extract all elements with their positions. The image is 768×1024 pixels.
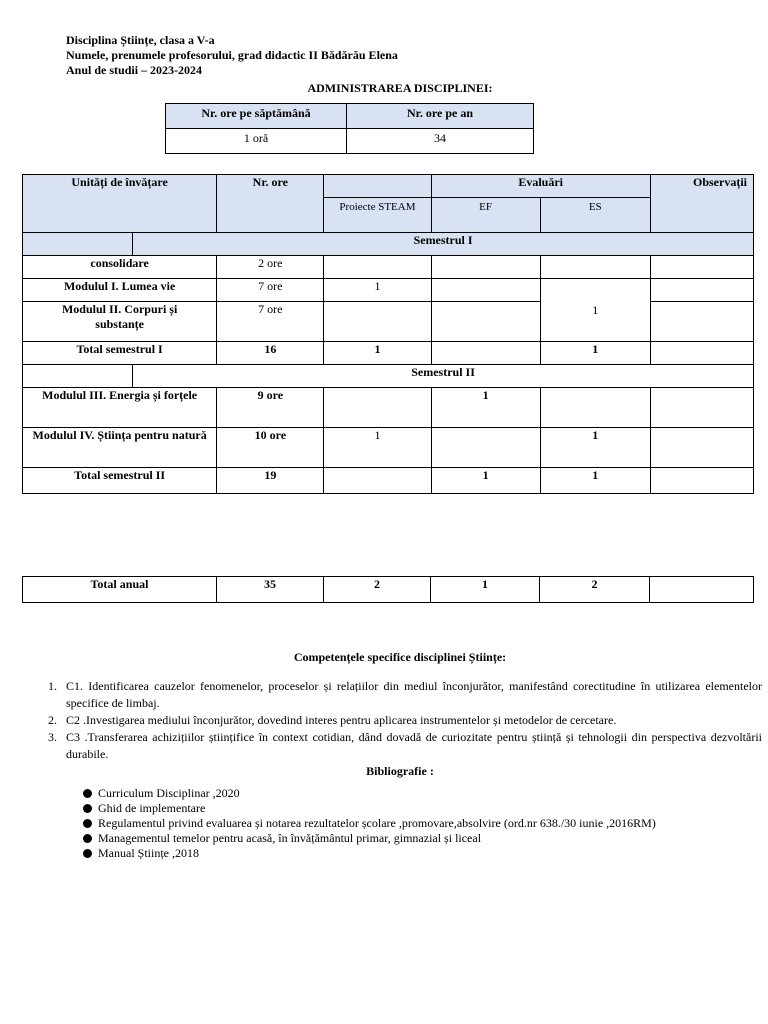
document-header xyxy=(66,33,398,78)
list-item xyxy=(48,712,762,729)
es-cell: 1 xyxy=(540,468,650,494)
steam-cell: 1 xyxy=(324,428,431,468)
total-hours: 35 xyxy=(217,577,324,603)
bullet-icon xyxy=(83,804,92,813)
item-text: Managementul temelor pentru acasă, în învățământul primar, gimnazial și liceal xyxy=(98,831,482,845)
ef-cell: 1 xyxy=(431,468,540,494)
bibliography-title: Bibliografie : xyxy=(366,764,434,778)
header-units: Unități de învățare xyxy=(23,175,217,233)
list-item xyxy=(83,831,656,846)
item-text: C3 .Transferarea achizițiilor științifice în context cotidian, dând dovadă de curiozitate pentru știință și tehnologii din perspectiva dezvoltării durabile. xyxy=(66,730,762,761)
header-es: ES xyxy=(540,198,650,233)
table-row xyxy=(23,388,754,428)
bibliography-list xyxy=(83,786,656,861)
bullet-icon xyxy=(83,849,92,858)
semester1-spacer xyxy=(23,233,133,256)
unit-cell: Modulul IV. Știința pentru natură xyxy=(23,428,217,468)
item-number: 1. xyxy=(48,679,57,693)
admin-table xyxy=(165,103,534,154)
table-row xyxy=(23,256,754,279)
admin-title: ADMINISTRAREA DISCIPLINEI: xyxy=(307,81,493,95)
item-number: 3. xyxy=(48,730,57,744)
admin-col-weekly: Nr. ore pe săptămână xyxy=(166,104,347,129)
table-row xyxy=(23,279,754,302)
header-blank xyxy=(324,175,431,198)
steam-cell: 1 xyxy=(324,342,431,365)
bullet-icon xyxy=(83,834,92,843)
bullet-icon xyxy=(83,789,92,798)
header-hours: Nr. ore xyxy=(217,175,324,233)
list-item xyxy=(48,729,762,763)
hours-cell: 2 ore xyxy=(217,256,324,279)
unit-cell: Modulul II. Corpuri și substanțe xyxy=(23,302,217,342)
hours-cell: 9 ore xyxy=(217,388,324,428)
unit-cell: consolidare xyxy=(23,256,217,279)
item-text: Manual Științe ,2018 xyxy=(98,846,199,860)
table-row xyxy=(23,468,754,494)
semester2-spacer xyxy=(23,365,133,388)
list-item xyxy=(83,846,656,861)
total-unit: Total anual xyxy=(23,577,217,603)
admin-yearly-value: 34 xyxy=(347,129,534,154)
list-item xyxy=(83,786,656,801)
header-evaluations: Evaluări xyxy=(431,175,650,198)
unit-cell: Total semestrul I xyxy=(23,342,217,365)
total-steam: 2 xyxy=(324,577,431,603)
es-cell: 1 xyxy=(540,342,650,365)
unit-cell: Modulul I. Lumea vie xyxy=(23,279,217,302)
learning-units-table xyxy=(22,174,754,494)
table-row xyxy=(23,428,754,468)
table-row xyxy=(23,342,754,365)
header-steam: Proiecte STEAM xyxy=(324,198,431,233)
item-number: 2. xyxy=(48,713,57,727)
es-cell: 1 xyxy=(540,279,650,342)
admin-weekly-value: 1 oră xyxy=(166,129,347,154)
steam-cell: 1 xyxy=(324,279,431,302)
semester2-label: Semestrul II xyxy=(133,365,754,388)
item-text: Curriculum Disciplinar ,2020 xyxy=(98,786,240,800)
total-observations xyxy=(650,577,754,603)
list-item xyxy=(48,678,762,712)
item-text: Regulamentul privind evaluarea și notarea rezultatelor școlare ,promovare,absolvire (ord.nr 638./30 iunie ,2016RM) xyxy=(98,816,656,830)
hours-cell: 16 xyxy=(217,342,324,365)
hours-cell: 7 ore xyxy=(217,302,324,342)
total-es: 2 xyxy=(540,577,650,603)
total-ef: 1 xyxy=(431,577,540,603)
item-text: C1. Identificarea cauzelor fenomenelor, proceselor și relațiilor din mediul înconjurător, manifestând corectitudine în utilizarea elementelor specifice de limbaj. xyxy=(66,679,762,710)
item-text: C2 .Investigarea mediului înconjurător, dovedind interes pentru aplicarea instrumentelor și metodelor de cercetare. xyxy=(66,713,617,727)
unit-cell: Modulul III. Energia și forțele xyxy=(23,388,217,428)
hours-cell: 19 xyxy=(217,468,324,494)
discipline-line: Disciplina Științe, clasa a V-a xyxy=(66,33,215,47)
unit-cell: Total semestrul II xyxy=(23,468,217,494)
header-ef: EF xyxy=(431,198,540,233)
annual-total-table xyxy=(22,576,754,603)
bullet-icon xyxy=(83,819,92,828)
es-cell: 1 xyxy=(540,428,650,468)
admin-col-yearly: Nr. ore pe an xyxy=(347,104,534,129)
header-observations: Observații xyxy=(650,175,753,233)
teacher-line: Numele, prenumele profesorului, grad didactic II Bădărău Elena xyxy=(66,48,398,62)
ef-cell: 1 xyxy=(431,388,540,428)
competences-title: Competențele specifice disciplinei Științe: xyxy=(293,650,507,664)
table-row xyxy=(23,577,754,603)
hours-cell: 10 ore xyxy=(217,428,324,468)
school-year-line: Anul de studii – 2023-2024 xyxy=(66,63,203,77)
item-text: Ghid de implementare xyxy=(98,801,206,815)
list-item xyxy=(83,801,656,816)
list-item xyxy=(83,816,656,831)
hours-cell: 7 ore xyxy=(217,279,324,302)
competences-list xyxy=(48,678,762,763)
semester1-label: Semestrul I xyxy=(133,233,754,256)
